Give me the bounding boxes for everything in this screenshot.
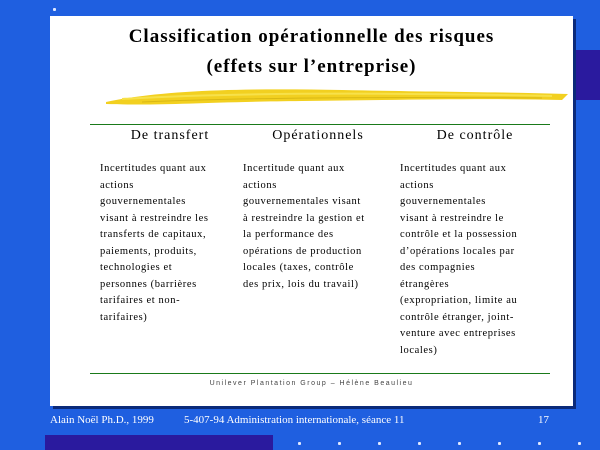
decor-dot bbox=[53, 8, 56, 11]
decor-dot bbox=[578, 442, 581, 445]
brush-stroke-decoration bbox=[102, 84, 572, 108]
text-line: actions bbox=[243, 179, 277, 191]
accent-bar-bottom bbox=[45, 435, 273, 450]
decor-dot bbox=[538, 442, 541, 445]
decor-dot bbox=[498, 442, 501, 445]
text-line: visant à restreindre les bbox=[100, 212, 209, 224]
text-line: gouvernementales visant bbox=[243, 196, 361, 207]
text-line: tarifaires) bbox=[100, 311, 148, 323]
text-line: gouvernementales bbox=[400, 196, 486, 207]
header-rule bbox=[90, 124, 550, 125]
text-line: contrôle et la possession bbox=[400, 229, 518, 240]
text-line: locales (taxes, contrôle bbox=[243, 262, 354, 273]
text-line: à restreindre la gestion et bbox=[243, 212, 365, 224]
text-line: contrôle étranger, joint- bbox=[400, 311, 514, 323]
text-line: visant à restreindre le bbox=[400, 212, 504, 224]
text-line: des compagnies bbox=[400, 262, 476, 273]
text-line: d’opérations locales par bbox=[400, 245, 515, 257]
footer-course: 5-407-94 Administration internationale, séance 11 bbox=[184, 414, 405, 426]
text-line: Incertitudes quant aux bbox=[100, 163, 207, 174]
footer-page-number: 17 bbox=[538, 414, 549, 426]
text-line: venture avec entreprises bbox=[400, 328, 516, 339]
text-line: étrangères bbox=[400, 278, 450, 290]
column-heading-transfert: De transfert bbox=[130, 128, 210, 143]
text-line: actions bbox=[400, 179, 434, 191]
column-text-controle bbox=[400, 161, 552, 359]
text-line: personnes (barrières bbox=[100, 278, 197, 290]
decor-dot bbox=[458, 442, 461, 445]
footer-rule bbox=[90, 373, 550, 374]
text-line: transferts de capitaux, bbox=[100, 229, 207, 240]
column-text-transfert bbox=[100, 161, 240, 326]
text-line: la performance des bbox=[243, 229, 334, 240]
text-line: gouvernementales bbox=[100, 196, 186, 207]
text-line: paiements, produits, bbox=[100, 245, 197, 257]
decor-dot bbox=[298, 442, 301, 445]
text-line: Incertitude quant aux bbox=[243, 163, 345, 174]
text-line: des prix, lois du travail) bbox=[243, 278, 359, 290]
text-line: technologies et bbox=[100, 262, 173, 273]
slide-subtitle: (effets sur l’entreprise) bbox=[206, 56, 417, 77]
column-text-operationnels bbox=[243, 161, 395, 293]
slide-title: Classification opérationnelle des risques bbox=[128, 26, 495, 47]
slide bbox=[50, 16, 573, 406]
source-footnote: Unilever Plantation Group – Hélène Beaulieu bbox=[209, 380, 414, 387]
decor-dot bbox=[418, 442, 421, 445]
text-line: opérations de production bbox=[243, 245, 362, 257]
column-heading-controle: De contrôle bbox=[436, 128, 514, 143]
footer-author: Alain Noël Ph.D., 1999 bbox=[50, 414, 154, 426]
decor-dot bbox=[378, 442, 381, 445]
text-line: tarifaires et non- bbox=[100, 295, 181, 306]
decor-dot bbox=[338, 442, 341, 445]
text-line: locales) bbox=[400, 344, 438, 356]
text-line: (expropriation, limite au bbox=[400, 295, 518, 306]
text-line: actions bbox=[100, 179, 134, 191]
text-line: Incertitudes quant aux bbox=[400, 163, 507, 174]
column-heading-operationnels: Opérationnels bbox=[272, 128, 364, 143]
accent-bar-right bbox=[576, 50, 600, 100]
